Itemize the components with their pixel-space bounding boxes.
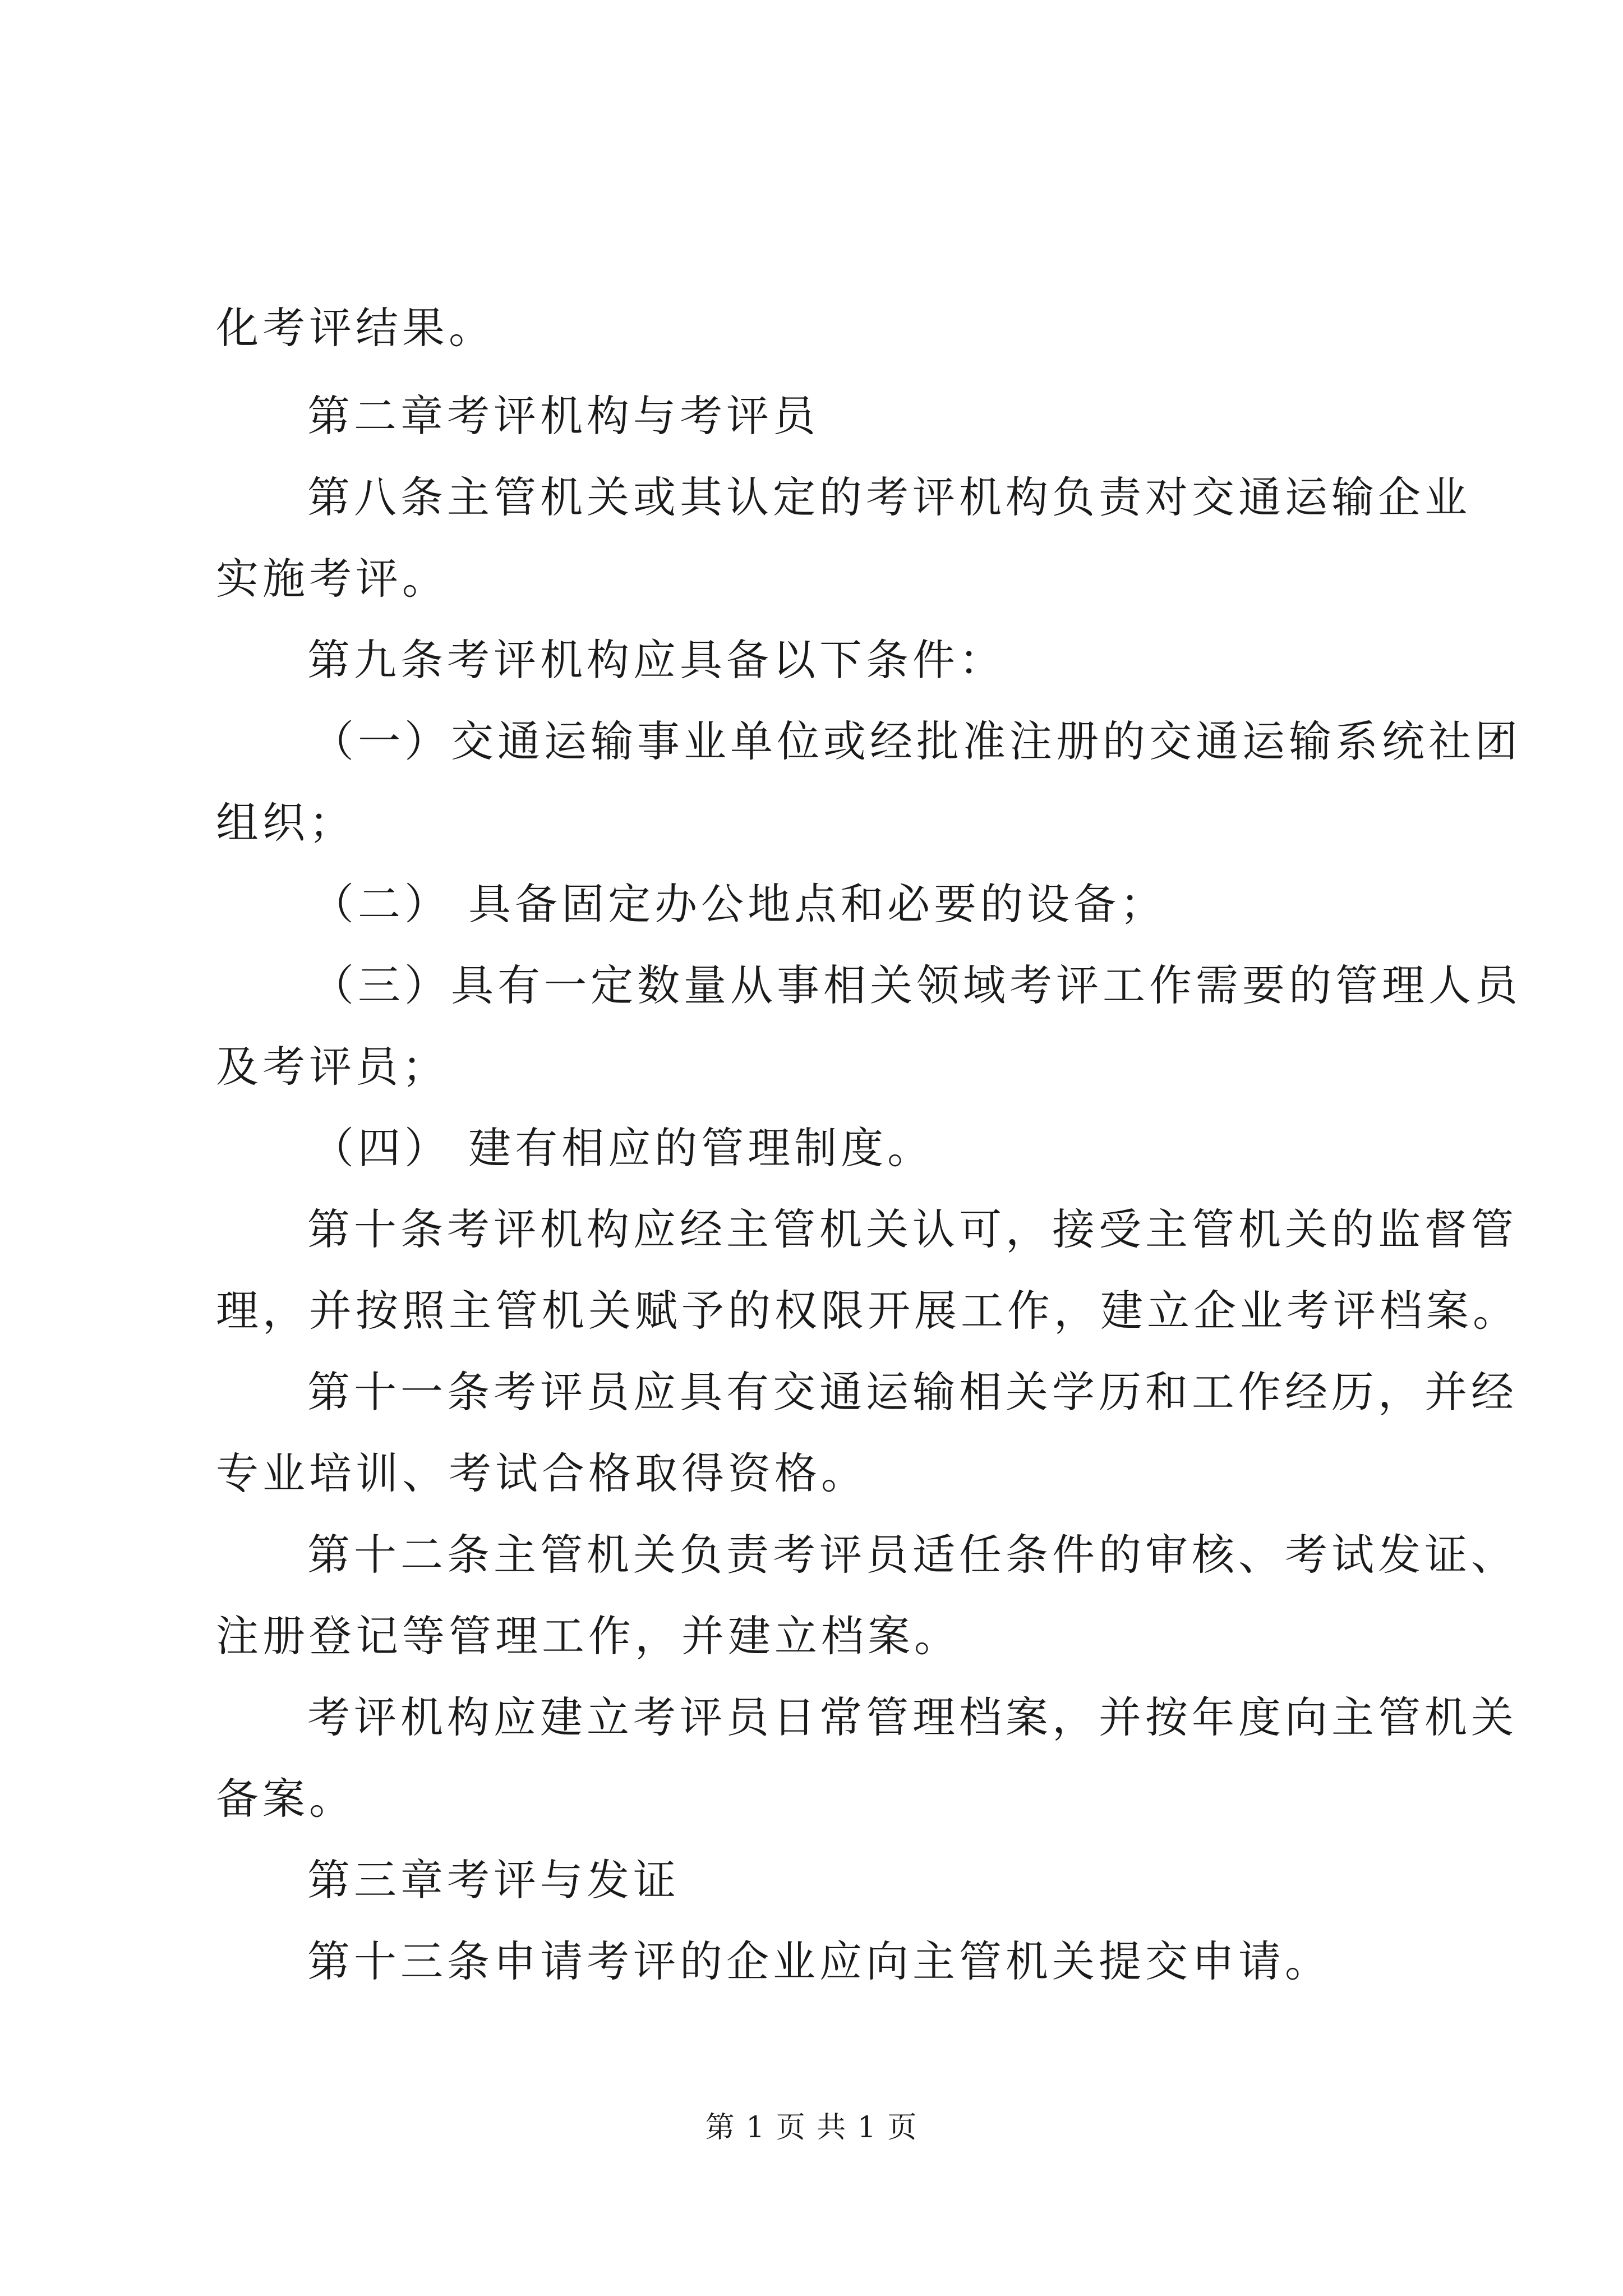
article-10-line-1: 第十条考评机构应经主管机关认可，接受主管机关的监督管 [307,1204,1518,1254]
page-number-footer: 第 1 页 共 1 页 [705,2111,918,2145]
article-12-line-1: 第十二条主管机关负责考评员适任条件的审核、考试发证、 [307,1530,1518,1580]
article-9-item-3-line-2: 及考评员； [216,1042,449,1092]
article-10-line-2: 理，并按照主管机关赋予的权限开展工作，建立企业考评档案。 [216,1286,1519,1336]
article-9: 第九条考评机构应具备以下条件： [307,635,1006,685]
article-11-line-2: 专业培训、考试合格取得资格。 [216,1448,868,1498]
text-line-1: 化考评结果。 [216,303,495,353]
article-13: 第十三条申请考评的企业应向主管机关提交申请。 [307,1936,1331,1986]
article-8-line-1: 第八条主管机关或其认定的考评机构负责对交通运输企业 [307,472,1471,522]
article-12-para-2-line-1: 考评机构应建立考评员日常管理档案，并按年度向主管机关 [307,1692,1518,1742]
article-9-item-4: （四） 建有相应的管理制度。 [311,1123,934,1173]
article-11-line-1: 第十一条考评员应具有交通运输相关学历和工作经历，并经 [307,1367,1518,1417]
article-12-line-2: 注册登记等管理工作，并建立档案。 [216,1611,961,1661]
article-9-item-3-line-1: （三）具有一定数量从事相关领域考评工作需要的管理人员 [311,960,1521,1010]
article-9-item-1-line-2: 组织； [216,798,356,848]
chapter-heading-3: 第三章考评与发证 [307,1855,680,1905]
article-9-item-1-line-1: （一）交通运输事业单位或经批准注册的交通运输系统社团 [311,716,1521,766]
chapter-heading-2: 第二章考评机构与考评员 [307,391,819,441]
article-12-para-2-line-2: 备案。 [216,1774,356,1824]
article-9-item-2: （二） 具备固定办公地点和必要的设备； [311,879,1167,929]
article-8-line-2: 实施考评。 [216,554,449,604]
